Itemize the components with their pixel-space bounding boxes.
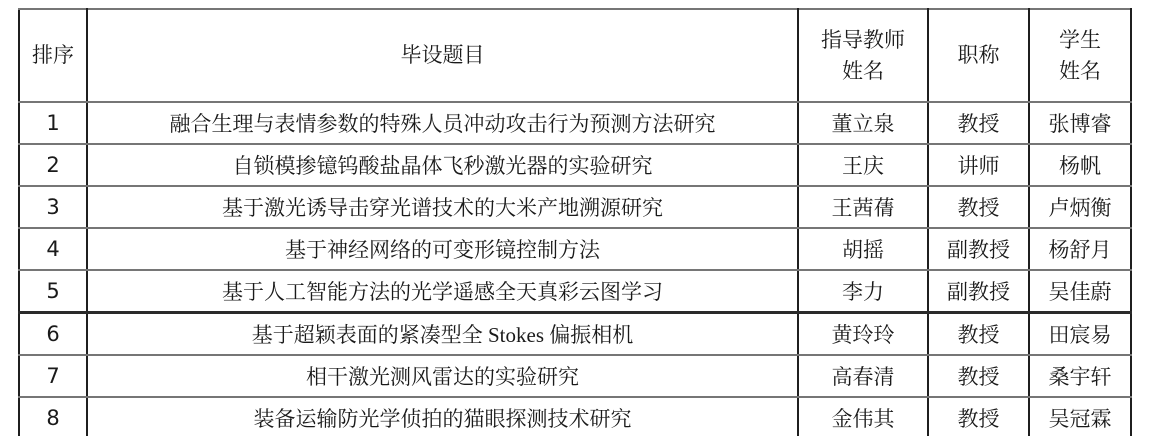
- advisor-name-cell: 金伟其: [798, 397, 928, 436]
- table-row: [19, 102, 1131, 144]
- header-professional-title: 职称: [928, 9, 1029, 102]
- header-student-line1: 学生: [1059, 28, 1101, 53]
- thesis-title-cell: 基于激光诱导击穿光谱技术的大米产地溯源研究: [87, 186, 798, 228]
- header-advisor-line2: 姓名: [842, 58, 884, 83]
- rank-cell: 8: [19, 397, 87, 436]
- advisor-name-cell: 高春清: [798, 355, 928, 397]
- thesis-title-cell: 基于人工智能方法的光学遥感全天真彩云图学习: [87, 270, 798, 313]
- student-name-cell: 吴冠霖: [1029, 397, 1131, 436]
- professional-title-cell: 副教授: [928, 270, 1029, 313]
- rank-cell: 4: [19, 228, 87, 270]
- student-name-cell: 吴佳蔚: [1029, 270, 1131, 313]
- rank-cell: 1: [19, 102, 87, 144]
- professional-title-cell: 教授: [928, 186, 1029, 228]
- advisor-name-cell: 王庆: [798, 144, 928, 186]
- professional-title-cell: 教授: [928, 102, 1029, 144]
- table-row: [19, 228, 1131, 270]
- thesis-title-cell: 基于超颖表面的紧凑型全 Stokes 偏振相机: [87, 313, 798, 356]
- student-name-cell: 桑宇轩: [1029, 355, 1131, 397]
- thesis-title-cell: 相干激光测风雷达的实验研究: [87, 355, 798, 397]
- header-advisor-line1: 指导教师: [821, 28, 905, 53]
- thesis-title-cell: 基于神经网络的可变形镜控制方法: [87, 228, 798, 270]
- rank-cell: 6: [19, 313, 87, 356]
- student-name-cell: 卢炳衡: [1029, 186, 1131, 228]
- header-student-line2: 姓名: [1059, 58, 1101, 83]
- thesis-title-cell: 自锁模掺镱钨酸盐晶体飞秒激光器的实验研究: [87, 144, 798, 186]
- table-row: [19, 270, 1131, 313]
- professional-title-cell: 教授: [928, 313, 1029, 356]
- thesis-title-cell: 装备运输防光学侦拍的猫眼探测技术研究: [87, 397, 798, 436]
- header-thesis-title: 毕设题目: [87, 9, 798, 102]
- advisor-name-cell: 黄玲玲: [798, 313, 928, 356]
- advisor-name-cell: 胡摇: [798, 228, 928, 270]
- header-advisor-name: [798, 9, 928, 102]
- header-student-name: [1029, 9, 1131, 102]
- student-name-cell: 杨舒月: [1029, 228, 1131, 270]
- thesis-title-cell: 融合生理与表情参数的特殊人员冲动攻击行为预测方法研究: [87, 102, 798, 144]
- rank-cell: 5: [19, 270, 87, 313]
- table-row: [19, 397, 1131, 436]
- thesis-ranking-table: [18, 8, 1132, 436]
- professional-title-cell: 教授: [928, 397, 1029, 436]
- student-name-cell: 张博睿: [1029, 102, 1131, 144]
- table-row: [19, 144, 1131, 186]
- advisor-name-cell: 董立泉: [798, 102, 928, 144]
- professional-title-cell: 讲师: [928, 144, 1029, 186]
- rank-cell: 2: [19, 144, 87, 186]
- header-rank: 排序: [19, 9, 87, 102]
- table-row: [19, 186, 1131, 228]
- student-name-cell: 杨帆: [1029, 144, 1131, 186]
- advisor-name-cell: 王茜蒨: [798, 186, 928, 228]
- student-name-cell: 田宸易: [1029, 313, 1131, 356]
- table-row: [19, 313, 1131, 356]
- professional-title-cell: 副教授: [928, 228, 1029, 270]
- professional-title-cell: 教授: [928, 355, 1029, 397]
- advisor-name-cell: 李力: [798, 270, 928, 313]
- rank-cell: 3: [19, 186, 87, 228]
- table-row: [19, 355, 1131, 397]
- rank-cell: 7: [19, 355, 87, 397]
- table-header-row: [19, 9, 1131, 102]
